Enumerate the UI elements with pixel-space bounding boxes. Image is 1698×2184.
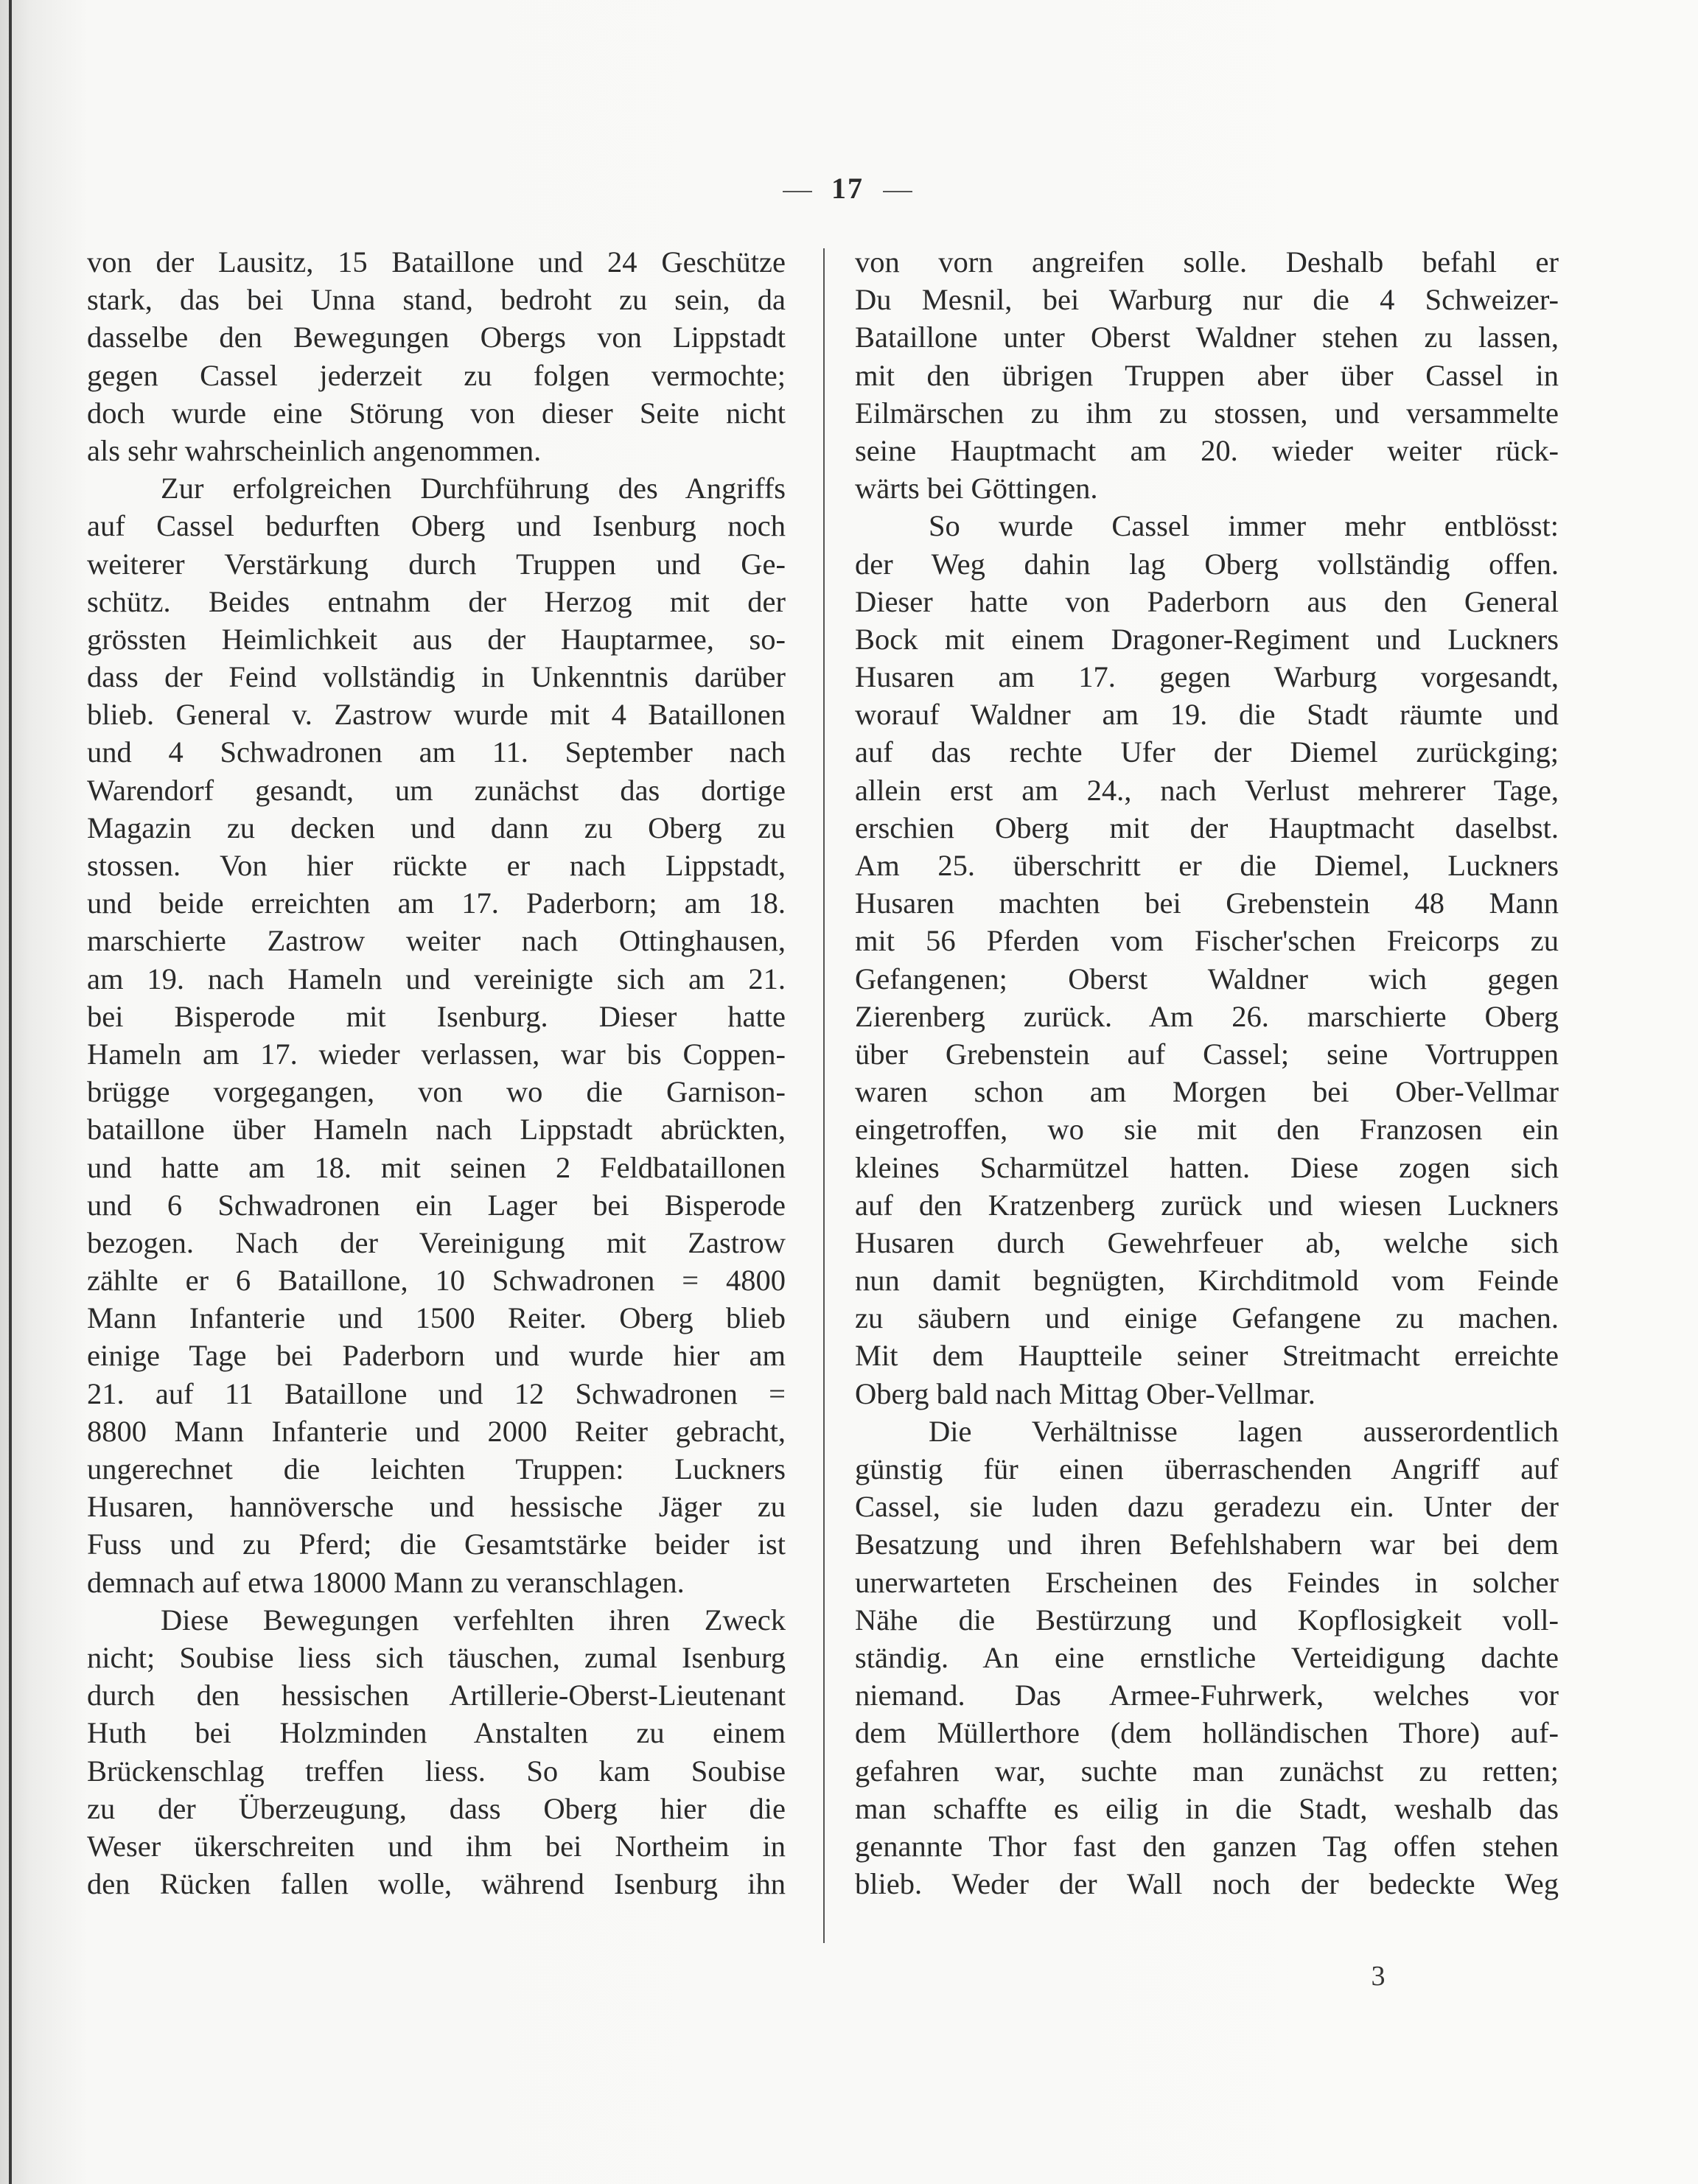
text-line: der Weg dahin lag Oberg vollständig offen.	[855, 547, 1559, 581]
text-line: bezogen. Nach der Vereinigung mit Zastrow	[87, 1225, 786, 1259]
text-line: am 19. nach Hameln und vereinigte sich am 21.	[87, 962, 786, 995]
text-line: doch wurde eine Störung von dieser Seite nicht	[87, 396, 786, 430]
text-line: genannte Thor fast den ganzen Tag offen stehen	[855, 1829, 1559, 1863]
text-line: man schaffte es eilig in die Stadt, weshalb das	[855, 1791, 1559, 1825]
text-line: zu der Überzeugung, dass Oberg hier die	[87, 1791, 786, 1825]
text-line: nun damit begnügten, Kirchditmold vom Feinde	[855, 1264, 1559, 1298]
text-line: Husaren durch Gewehrfeuer ab, welche sich	[855, 1225, 1559, 1259]
text-line: allein erst am 24., nach Verlust mehrerer Tage,	[855, 773, 1559, 807]
text-line: Oberg bald nach Mittag Ober-Vellmar.	[855, 1376, 1316, 1410]
text-line: zu säubern und einige Gefangene zu machen.	[855, 1301, 1559, 1335]
header-right-dash	[883, 191, 912, 192]
text-line: grössten Heimlichkeit aus der Hauptarmee, so-	[87, 622, 786, 656]
text-line: Huth bei Holzminden Anstalten zu einem	[87, 1716, 786, 1750]
text-line: Die Verhältnisse lagen ausserordentlich	[929, 1414, 1559, 1448]
text-line: von der Lausitz, 15 Bataillone und 24 Geschütze	[87, 245, 786, 279]
text-line: stossen. Von hier rückte er nach Lippstadt,	[87, 849, 786, 882]
text-line: Warendorf gesandt, um zunächst das dortige	[87, 773, 786, 807]
text-line: marschierte Zastrow weiter nach Ottinghausen,	[87, 924, 786, 958]
text-line: ungerechnet die leichten Truppen: Luckners	[87, 1452, 786, 1485]
text-line: von vorn angreifen solle. Deshalb befahl er	[855, 245, 1559, 279]
text-line: mit den übrigen Truppen aber über Cassel in	[855, 358, 1559, 392]
text-line: Dieser hatte von Paderborn aus den General	[855, 584, 1559, 618]
text-line: Nähe die Bestürzung und Kopflosigkeit voll-	[855, 1603, 1559, 1637]
text-line: Mit dem Hauptteile seiner Streitmacht erreichte	[855, 1339, 1559, 1373]
text-line: auf Cassel bedurften Oberg und Isenburg noch	[87, 509, 786, 543]
text-line: Bataillone unter Oberst Waldner stehen zu lassen,	[855, 321, 1559, 354]
text-line: Besatzung und ihren Befehlshabern war bei dem	[855, 1527, 1559, 1561]
text-line: demnach auf etwa 18000 Mann zu veranschlagen.	[87, 1565, 685, 1599]
text-line: brügge vorgegangen, von wo die Garnison-	[87, 1075, 786, 1109]
text-line: auf den Kratzenberg zurück und wiesen Luckners	[855, 1188, 1559, 1222]
text-line: über Grebenstein auf Cassel; seine Vortruppen	[855, 1037, 1559, 1071]
text-line: stark, das bei Unna stand, bedroht zu sein, da	[87, 283, 786, 317]
text-line: wärts bei Göttingen.	[855, 472, 1098, 505]
text-line: Zierenberg zurück. Am 26. marschierte Oberg	[855, 999, 1559, 1033]
text-line: und 4 Schwadronen am 11. September nach	[87, 735, 786, 769]
text-line: Brückenschlag treffen liess. So kam Soubise	[87, 1754, 786, 1788]
text-line: mit 56 Pferden vom Fischer'schen Freicorps zu	[855, 924, 1559, 958]
text-line: bataillone über Hameln nach Lippstadt abrückten,	[87, 1113, 786, 1147]
page-header	[737, 171, 958, 206]
text-line: niemand. Das Armee-Fuhrwerk, welches vor	[855, 1679, 1559, 1712]
page-number: 17	[831, 172, 864, 205]
text-line: weiterer Verstärkung durch Truppen und Ge-	[87, 547, 786, 581]
text-line: Weser ükerschreiten und ihm bei Northeim in	[87, 1829, 786, 1863]
text-line: gegen Cassel jederzeit zu folgen vermochte;	[87, 358, 786, 392]
signature-mark: 3	[1371, 1961, 1386, 1992]
text-line: und 6 Schwadronen ein Lager bei Bisperode	[87, 1188, 786, 1222]
text-line: und beide erreichten am 17. Paderborn; am 18.	[87, 886, 786, 920]
text-line: Diese Bewegungen verfehlten ihren Zweck	[161, 1603, 786, 1637]
text-line: dem Müllerthore (dem holländischen Thore) auf-	[855, 1716, 1559, 1750]
text-line: 21. auf 11 Bataillone und 12 Schwadronen =	[87, 1376, 786, 1410]
text-line: Gefangenen; Oberst Waldner wich gegen	[855, 962, 1559, 995]
text-line: Bock mit einem Dragoner-Regiment und Luckners	[855, 622, 1559, 656]
text-line: Am 25. überschritt er die Diemel, Luckners	[855, 849, 1559, 882]
text-line: Magazin zu decken und dann zu Oberg zu	[87, 811, 786, 844]
right-text-column	[855, 243, 1559, 1903]
text-line: seine Hauptmacht am 20. wieder weiter rück-	[855, 433, 1559, 467]
text-line: dasselbe den Bewegungen Obergs von Lippstadt	[87, 321, 786, 354]
text-line: blieb. General v. Zastrow wurde mit 4 Bataillonen	[87, 698, 786, 732]
text-line: unerwarteten Erscheinen des Feindes in solcher	[855, 1565, 1559, 1599]
text-line: günstig für einen überraschenden Angriff auf	[855, 1452, 1559, 1485]
text-line: einige Tage bei Paderborn und wurde hier am	[87, 1339, 786, 1373]
left-text-column	[87, 243, 786, 1903]
text-line: Husaren machten bei Grebenstein 48 Mann	[855, 886, 1559, 920]
text-line: Fuss und zu Pferd; die Gesamtstärke beider ist	[87, 1527, 786, 1561]
text-line: als sehr wahrscheinlich angenommen.	[87, 433, 542, 467]
text-line: waren schon am Morgen bei Ober-Vellmar	[855, 1075, 1559, 1109]
text-line: Du Mesnil, bei Warburg nur die 4 Schweizer-	[855, 283, 1559, 317]
text-line: den Rücken fallen wolle, während Isenburg ihn	[87, 1867, 786, 1901]
text-line: blieb. Weder der Wall noch der bedeckte Weg	[855, 1867, 1559, 1901]
text-line: Cassel, sie luden dazu geradezu ein. Unter der	[855, 1490, 1559, 1524]
text-line: ständig. An eine ernstliche Verteidigung dachte	[855, 1640, 1559, 1674]
header-left-dash	[783, 191, 812, 192]
text-line: bei Bisperode mit Isenburg. Dieser hatte	[87, 999, 786, 1033]
text-line: auf das rechte Ufer der Diemel zurückging;	[855, 735, 1559, 769]
text-line: Mann Infanterie und 1500 Reiter. Oberg blieb	[87, 1301, 786, 1335]
text-line: Husaren am 17. gegen Warburg vorgesandt,	[855, 660, 1559, 694]
text-line: So wurde Cassel immer mehr entblösst:	[929, 509, 1559, 543]
text-line: Zur erfolgreichen Durchführung des Angriffs	[161, 472, 786, 505]
text-line: dass der Feind vollständig in Unkenntnis darüber	[87, 660, 786, 694]
text-line: Eilmärschen zu ihm zu stossen, und versammelte	[855, 396, 1559, 430]
text-line: kleines Scharmützel hatten. Diese zogen sich	[855, 1150, 1559, 1184]
text-line: worauf Waldner am 19. die Stadt räumte und	[855, 698, 1559, 732]
text-line: schütz. Beides entnahm der Herzog mit der	[87, 584, 786, 618]
text-line: eingetroffen, wo sie mit den Franzosen ein	[855, 1113, 1559, 1147]
text-line: Husaren, hannöversche und hessische Jäger zu	[87, 1490, 786, 1524]
text-line: zählte er 6 Bataillone, 10 Schwadronen = 4800	[87, 1264, 786, 1298]
column-divider	[823, 248, 825, 1943]
text-line: nicht; Soubise liess sich täuschen, zumal Isenburg	[87, 1640, 786, 1674]
text-line: 8800 Mann Infanterie und 2000 Reiter gebracht,	[87, 1414, 786, 1448]
text-line: und hatte am 18. mit seinen 2 Feldbataillonen	[87, 1150, 786, 1184]
binding-edge	[9, 0, 12, 2184]
text-line: Hameln am 17. wieder verlassen, war bis Coppen-	[87, 1037, 786, 1071]
text-line: gefahren war, suchte man zunächst zu retten;	[855, 1754, 1559, 1788]
text-line: erschien Oberg mit der Hauptmacht daselbst.	[855, 811, 1559, 844]
text-line: durch den hessischen Artillerie-Oberst-Lieutenant	[87, 1679, 786, 1712]
